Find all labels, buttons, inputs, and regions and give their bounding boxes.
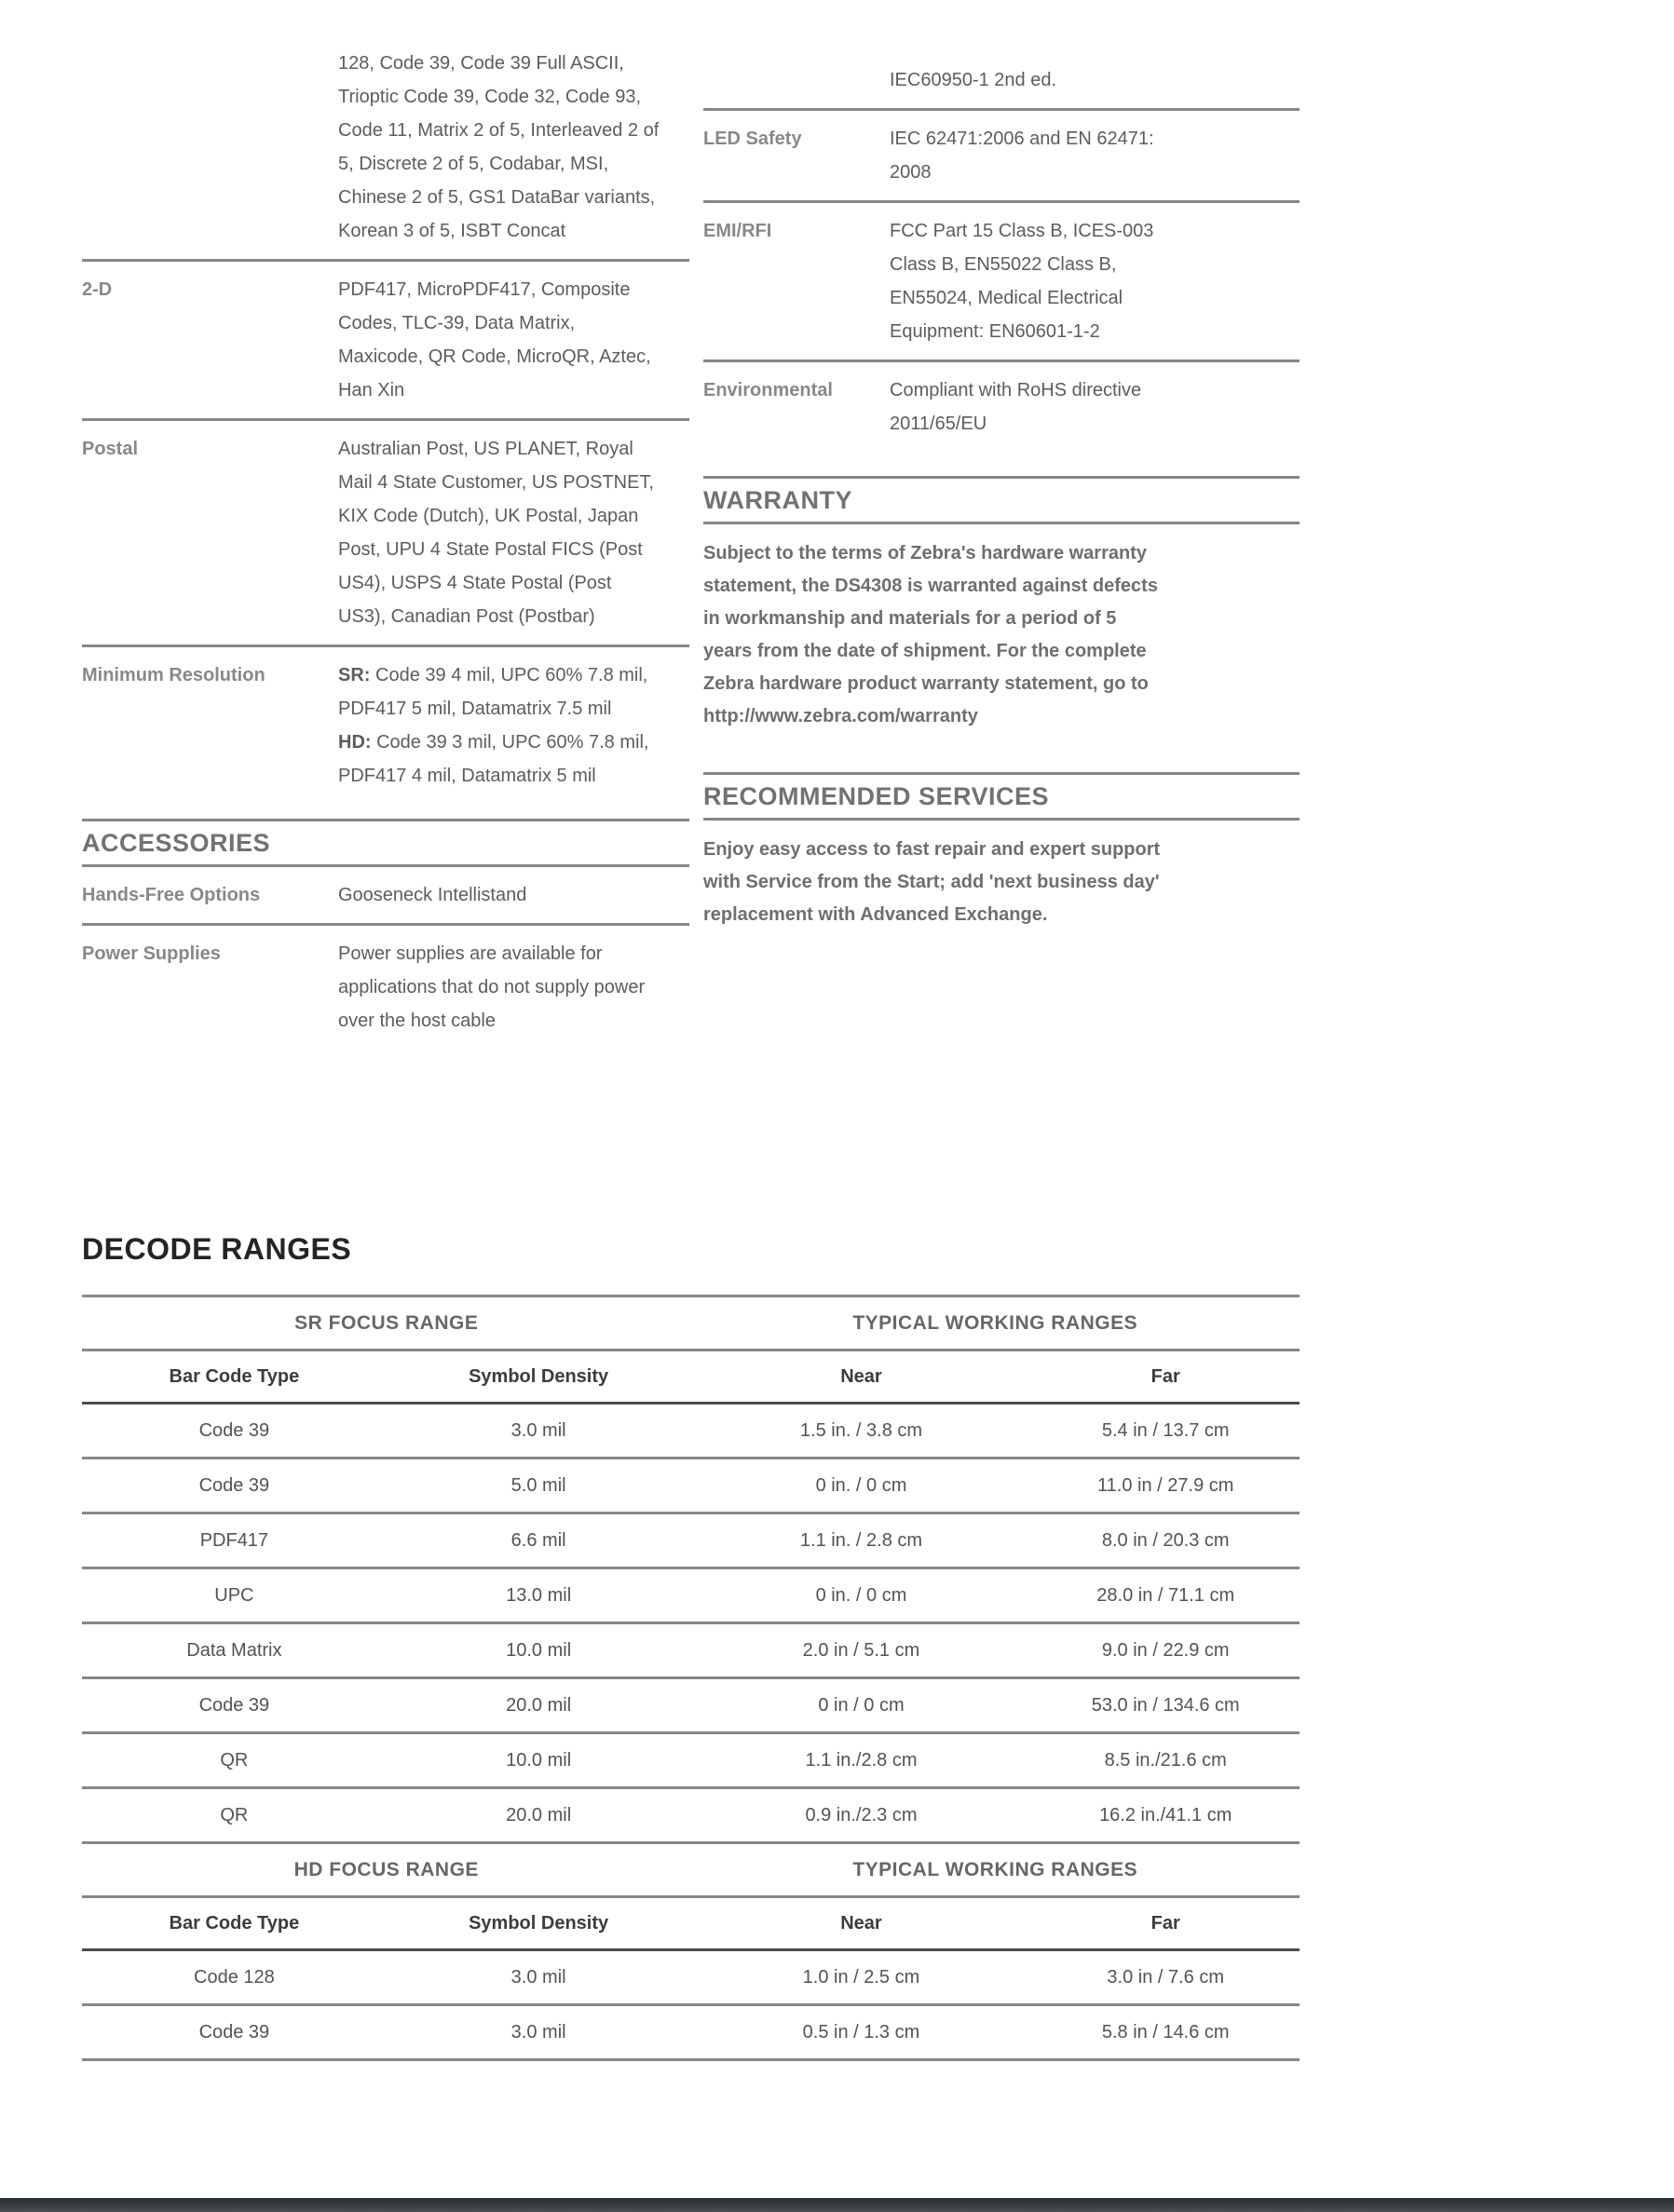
table-row [82, 1950, 1300, 2005]
cell-far: 53.0 in / 134.6 cm [1091, 1694, 1240, 1716]
spec-value: Gooseneck Intellistand [338, 885, 527, 905]
spec-row-emi-rfi [703, 200, 1300, 360]
decode-ranges-section [82, 1231, 1300, 2061]
warranty-section-title: WARRANTY [703, 476, 1300, 524]
cell-far: 8.0 in / 20.3 cm [1101, 1529, 1230, 1551]
cell-near: 0.9 in./2.3 cm [805, 1804, 918, 1825]
cell-near: 0 in / 0 cm [818, 1694, 905, 1716]
cell-barcode-type: Code 39 [198, 2021, 270, 2042]
cell-near: 0 in. / 0 cm [815, 1474, 907, 1496]
cell-near: 0.5 in / 1.3 cm [802, 2021, 920, 2042]
cell-barcode-type: Code 39 [198, 1419, 270, 1441]
spec-value: Power supplies are available for applications that do not supply power over the host cable [338, 943, 646, 1031]
decode-ranges-title: DECODE RANGES [82, 1232, 352, 1266]
min-res-sr: SR: Code 39 4 mil, UPC 60% 7.8 mil, PDF417 5 mil, Datamatrix 7.5 mil [338, 665, 648, 719]
min-res-hd: HD: Code 39 3 mil, UPC 60% 7.8 mil, PDF417 4 mil, Datamatrix 5 mil [338, 732, 649, 786]
table-row [82, 2005, 1300, 2060]
cell-far: 16.2 in./41.1 cm [1099, 1804, 1232, 1825]
cell-near: 1.0 in / 2.5 cm [802, 1966, 920, 1988]
column-header-row [82, 1350, 1300, 1404]
cell-symbol-density: 10.0 mil [506, 1639, 572, 1661]
group-header-sr-focus-range: SR FOCUS RANGE [294, 1311, 479, 1334]
group-header-row-hd [82, 1843, 1300, 1897]
spec-label: Environmental [703, 380, 833, 400]
cell-symbol-density: 20.0 mil [506, 1694, 572, 1716]
cell-barcode-type: Code 39 [198, 1474, 270, 1496]
cell-symbol-density: 10.0 mil [506, 1749, 572, 1771]
spec-row-postal [82, 418, 689, 645]
spec-label [703, 63, 890, 97]
cell-far: 11.0 in / 27.9 cm [1097, 1474, 1234, 1496]
column-header: Near [840, 1912, 882, 1934]
column-header-row [82, 1897, 1300, 1950]
table-row [82, 1404, 1300, 1459]
spec-row-electrical-safety-continued [703, 56, 1300, 108]
table-row [82, 1678, 1300, 1733]
recommended-services-body: Enjoy easy access to fast repair and expert support with Service from the Start; add 'next business day' replacement with Advanced Exchange. [703, 839, 1161, 925]
cell-near: 2.0 in / 5.1 cm [802, 1639, 920, 1661]
cell-barcode-type: QR [220, 1804, 249, 1825]
group-header-typical-working-ranges: TYPICAL WORKING RANGES [852, 1858, 1138, 1880]
cell-symbol-density: 5.0 mil [510, 1474, 566, 1496]
group-header-hd-focus-range: HD FOCUS RANGE [293, 1858, 479, 1880]
group-header-typical-working-ranges: TYPICAL WORKING RANGES [852, 1311, 1138, 1334]
cell-far: 5.4 in / 13.7 cm [1101, 1419, 1230, 1441]
spec-value [338, 658, 660, 793]
column-header: Far [1150, 1365, 1180, 1387]
cell-barcode-type: Code 128 [194, 1966, 275, 1988]
cell-far: 9.0 in / 22.9 cm [1101, 1639, 1230, 1661]
spec-label: Postal [82, 439, 139, 459]
table-row [82, 1568, 1300, 1623]
sr-prefix: SR: [338, 665, 371, 685]
table-row [82, 1459, 1300, 1513]
right-spec-column [703, 56, 1300, 931]
cell-near: 0 in. / 0 cm [815, 1584, 907, 1606]
cell-near: 1.1 in./2.8 cm [805, 1749, 918, 1771]
spec-value: IEC 62471:2006 and EN 62471: 2008 [890, 129, 1154, 183]
cell-far: 8.5 in./21.6 cm [1104, 1749, 1227, 1771]
spec-row-hands-free [82, 867, 689, 923]
footer-bar [0, 2198, 1674, 2212]
table-row [82, 1733, 1300, 1788]
spec-value: 128, Code 39, Code 39 Full ASCII, Trioptic Code 39, Code 32, Code 93, Code 11, Matrix 2 of 5, Interleaved 2 of 5, Discrete 2 of 5, Codabar, MSI, Chinese 2 of 5, GS1 DataBar variants, Korean 3 of 5, ISBT Concat [338, 53, 660, 241]
cell-barcode-type: UPC [214, 1584, 254, 1606]
cell-symbol-density: 13.0 mil [506, 1584, 572, 1606]
cell-symbol-density: 6.6 mil [510, 1529, 566, 1551]
spec-row-environmental [703, 360, 1300, 452]
spec-label: Hands-Free Options [82, 885, 261, 905]
spec-label: LED Safety [703, 129, 802, 149]
spec-label: Minimum Resolution [82, 665, 265, 685]
cell-far: 5.8 in / 14.6 cm [1101, 2021, 1230, 2042]
cell-barcode-type: Code 39 [198, 1694, 270, 1716]
spec-label: 2-D [82, 279, 113, 300]
column-header: Symbol Density [469, 1912, 609, 1934]
warranty-body: Subject to the terms of Zebra's hardware warranty statement, the DS4308 is warranted against defects in workmanship and materials for a period of 5 years from the date of shipment. For the complete Zebra hardware product warranty statement, go to http://www.zebra.com/warranty [703, 543, 1158, 726]
column-header: Near [840, 1365, 882, 1387]
spec-row-symbology-continued [82, 35, 689, 259]
spec-label [82, 47, 338, 248]
column-header: Symbol Density [469, 1365, 609, 1387]
cell-symbol-density: 3.0 mil [510, 2021, 566, 2042]
spec-value: FCC Part 15 Class B, ICES-003 Class B, EN55022 Class B, EN55024, Medical Electrical Equipment: EN60601-1-2 [890, 221, 1154, 342]
table-row [82, 1788, 1300, 1843]
cell-barcode-type: Data Matrix [186, 1639, 282, 1661]
cell-symbol-density: 3.0 mil [510, 1966, 566, 1988]
spec-row-2d [82, 259, 689, 418]
cell-near: 1.1 in. / 2.8 cm [799, 1529, 923, 1551]
accessories-section-title: ACCESSORIES [82, 819, 689, 867]
cell-barcode-type: PDF417 [199, 1529, 269, 1551]
table-row [82, 1513, 1300, 1568]
spec-label: Power Supplies [82, 943, 221, 964]
cell-far: 3.0 in / 7.6 cm [1107, 1966, 1225, 1988]
spec-label: EMI/RFI [703, 221, 772, 241]
spec-row-power-supplies [82, 923, 689, 1049]
decode-ranges-table [82, 1295, 1300, 2061]
cell-symbol-density: 20.0 mil [506, 1804, 572, 1825]
spec-row-minimum-resolution [82, 645, 689, 804]
table-row [82, 1623, 1300, 1678]
column-header: Far [1150, 1912, 1180, 1934]
cell-barcode-type: QR [220, 1749, 249, 1771]
left-spec-column [82, 35, 689, 1049]
column-header: Bar Code Type [169, 1365, 300, 1387]
hd-prefix: HD: [338, 732, 372, 753]
spec-value: Compliant with RoHS directive 2011/65/EU [890, 380, 1142, 434]
spec-value: IEC60950-1 2nd ed. [890, 70, 1057, 90]
cell-symbol-density: 3.0 mil [510, 1419, 566, 1441]
group-header-row-sr [82, 1296, 1300, 1350]
cell-far: 28.0 in / 71.1 cm [1096, 1584, 1235, 1606]
recommended-services-section-title: RECOMMENDED SERVICES [703, 772, 1300, 821]
spec-value: PDF417, MicroPDF417, Composite Codes, TLC-39, Data Matrix, Maxicode, QR Code, MicroQR, Aztec, Han Xin [338, 279, 651, 400]
column-header: Bar Code Type [169, 1912, 300, 1934]
spec-row-led-safety [703, 108, 1300, 200]
spec-value: Australian Post, US PLANET, Royal Mail 4 State Customer, US POSTNET, KIX Code (Dutch), UK Postal, Japan Post, UPU 4 State Postal FICS (Post US4), USPS 4 State Postal (Post US3), Canadian Post (Postbar) [338, 439, 654, 627]
cell-near: 1.5 in. / 3.8 cm [799, 1419, 923, 1441]
